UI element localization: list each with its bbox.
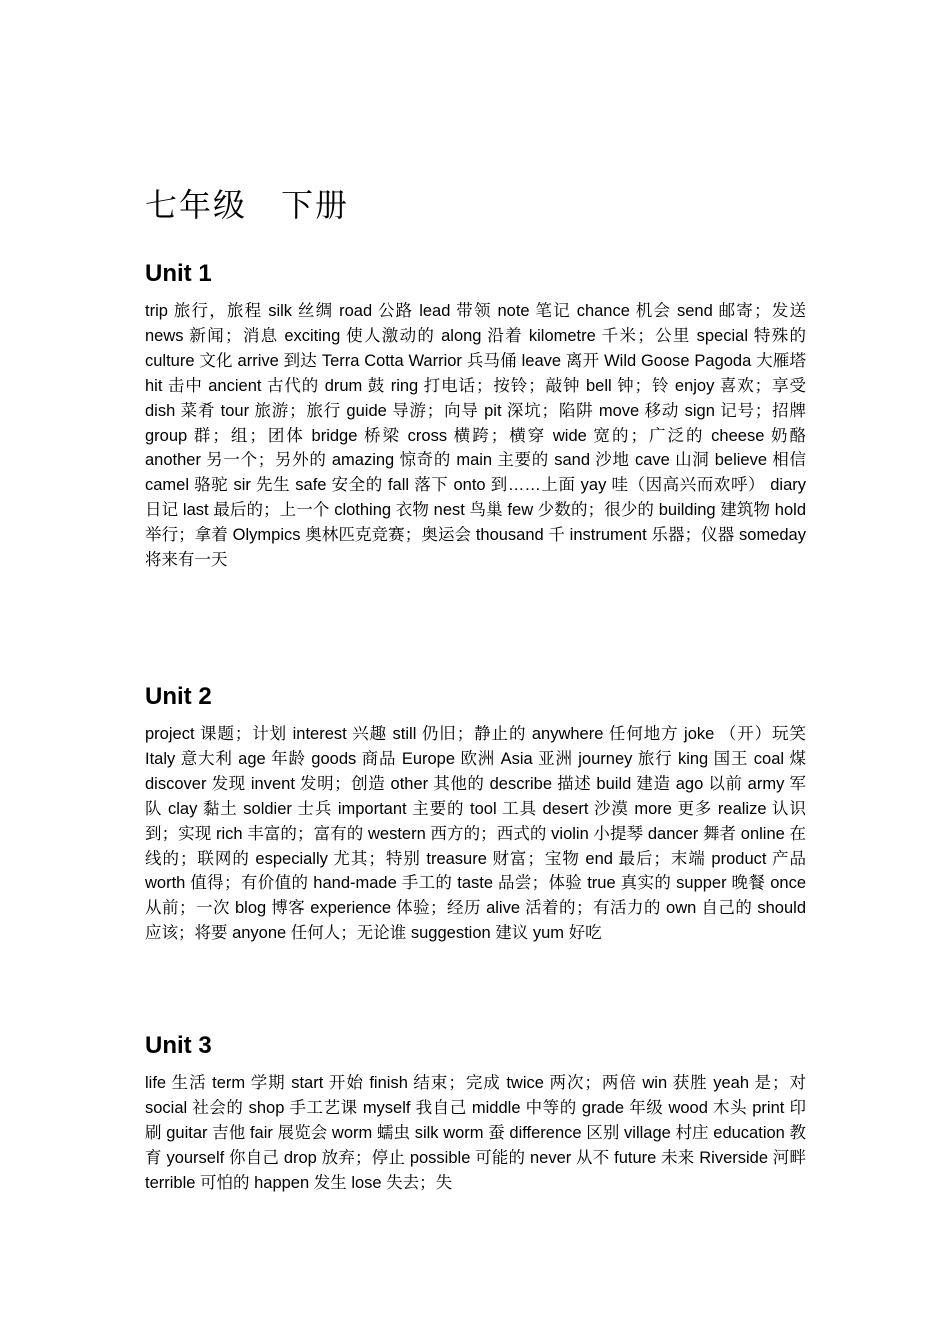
unit-3-vocabulary: life 生活 term 学期 start 开始 finish 结束；完成 twice 两次；两倍 win 获胜 yeah 是；对 social 社会的 shop 手工艺课 myself 我自己 middle 中等的 grade 年级 wood 木头 print 印刷 guitar 吉他 fair 展览会 worm 蠕虫 silk worm 蚕 difference 区别 village 村庄 education 教育 yourself 你自己 drop 放弃；停止 possible 可能的 never 从不 future 未来 Riverside 河畔 terrible 可怕的 happen 发生 lose 失去；失 (145, 1074, 806, 1192)
unit-2-heading: Unit 2 (145, 683, 212, 710)
page-title: 七年级 下册 (145, 186, 350, 224)
unit-1-heading: Unit 1 (145, 260, 212, 287)
unit-1-vocabulary: trip 旅行，旅程 silk 丝绸 road 公路 lead 带领 note 笔记 chance 机会 send 邮寄；发送 news 新闻；消息 exciting 使人激动的 along 沿着 kilometre 千米；公里 special 特殊的 culture 文化 arrive 到达 Terra Cotta Warrior 兵马俑 leave 离开 Wild Goose Pagoda 大雁塔 hit 击中 ancient 古代的 drum 鼓 ring 打电话；按铃；敲钟 bell 钟；铃 enjoy 喜欢；享受 dish 菜肴 tour 旅游；旅行 guide 导游；向导 pit 深坑；陷阱 move 移动 sign 记号；招牌 group 群；组；团体 bridge 桥梁 cross 横跨；横穿 wide 宽的；广泛的 cheese 奶酪 another 另一个；另外的 amazing 惊奇的 main 主要的 sand 沙地 cave 山洞 believe 相信 camel 骆驼 sir 先生 safe 安全的 fall 落下 onto 到……上面 yay 哇（因高兴而欢呼） diary 日记 last 最后的；上一个 clothing 衣物 nest 鸟巢 few 少数的；很少的 building 建筑物 hold 举行；拿着 Olympics 奥林匹克竞赛；奥运会 thousand 千 instrument 乐器；仪器 someday 将来有一天 (145, 302, 806, 570)
unit-2-vocabulary: project 课题；计划 interest 兴趣 still 仍旧；静止的 anywhere 任何地方 joke （开）玩笑 Italy 意大利 age 年龄 goods 商品 Europe 欧洲 Asia 亚洲 journey 旅行 king 国王 coal 煤 discover 发现 invent 发明；创造 other 其他的 describe 描述 build 建造 ago 以前 army 军队 clay 黏土 soldier 士兵 important 主要的 tool 工具 desert 沙漠 more 更多 realize 认识到；实现 rich 丰富的；富有的 western 西方的；西式的 violin 小提琴 dancer 舞者 online 在线的；联网的 especially 尤其；特别 treasure 财富；宝物 end 最后；末端 product 产品 worth 值得；有价值的 hand-made 手工的 taste 品尝；体验 true 真实的 supper 晚餐 once 从前；一次 blog 博客 experience 体验；经历 alive 活着的；有活力的 own 自己的 should 应该；将要 anyone 任何人；无论谁 suggestion 建议 yum 好吃 (145, 725, 806, 943)
unit-3-heading: Unit 3 (145, 1032, 212, 1059)
